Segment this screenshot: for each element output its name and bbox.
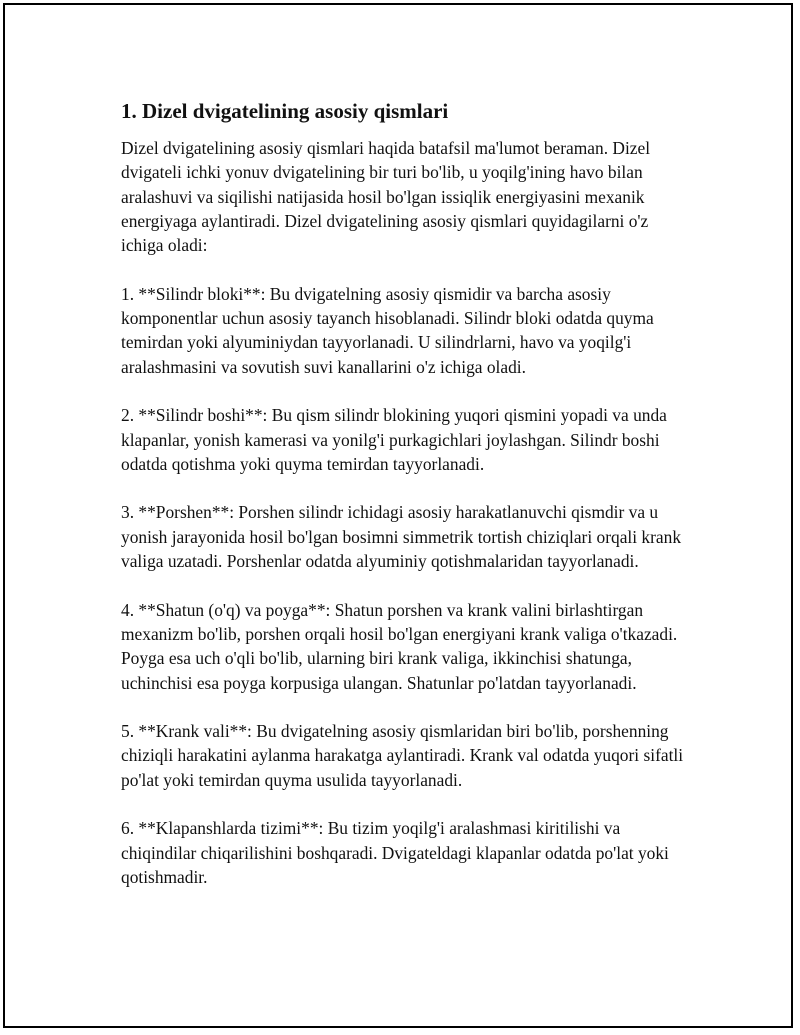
document-body (121, 97, 691, 914)
item-connecting-rod: 4. **Shatun (o'q) va poyga**: Shatun porshen va krank valini birlashtirgan mexanizm bo'lib, porshen orqali hosil bo'lgan energiyani krank valiga o'tkazadi. Poyga esa uch o'qli bo'lib, ularning biri krank valiga, ikkinchisi shatunga, uchinchisi esa poyga korpusiga ulangan. Shatunlar po'latdan tayyorlanadi. (121, 599, 678, 693)
item-piston: 3. **Porshen**: Porshen silindr ichidagi asosiy harakatlanuvchi qismdir va u yonish jarayonida hosil bo'lgan bosimni simmetrik tortish chiziqlari orqali krank valiga uzatadi. Porshenlar odatda alyuminiy qotishmalaridan tayyorlanadi. (121, 502, 682, 572)
item-cylinder-block: 1. **Silindr bloki**: Bu dvigatelning asosiy qismidir va barcha asosiy komponentlar uchun asosiy tayanch hisoblanadi. Silindr bloki odatda quyma temirdan yoki alyuminiydan tayyorlanadi. U silindrlarni, havo va yoqilg'i aralashmasini va sovutish suvi kanallarini o'z ichiga oladi. (121, 283, 654, 377)
document-page (3, 3, 793, 1028)
item-cylinder-head: 2. **Silindr boshi**: Bu qism silindr blokining yuqori qismini yopadi va unda klapanlar, yonish kamerasi va yonilg'i purkagichlari joylashgan. Silindr boshi odatda qotishma yoki quyma temirdan tayyorlanadi. (121, 405, 667, 474)
item-valve-system: 6. **Klapanshlarda tizimi**: Bu tizim yoqilg'i aralashmasi kiritilishi va chiqindilar chiqarilishini boshqaradi. Dvigateldagi klapanlar odatda po'lat yoki qotishmadir. (121, 818, 669, 887)
item-crankshaft: 5. **Krank vali**: Bu dvigatelning asosiy qismlaridan biri bo'lib, porshenning chiziqli harakatini aylanma harakatga aylantiradi. Krank val odatda yuqori sifatli po'lat yoki temirdan quyma usulida tayyorlanadi. (121, 721, 684, 790)
intro-paragraph: Dizel dvigatelining asosiy qismlari haqida batafsil ma'lumot beraman. Dizel dvigateli ichki yonuv dvigatelining bir turi bo'lib, u yoqilg'ining havo bilan aralashuvi va siqilishi natijasida hosil bo'lgan issiqlik energiyasini mexanik energiyaga aylantiradi. Dizel dvigatelining asosiy qismlari quyidagilarni o'z ichiga oladi: (121, 138, 651, 256)
section-heading: 1. Dizel dvigatelining asosiy qismlari (121, 99, 449, 123)
